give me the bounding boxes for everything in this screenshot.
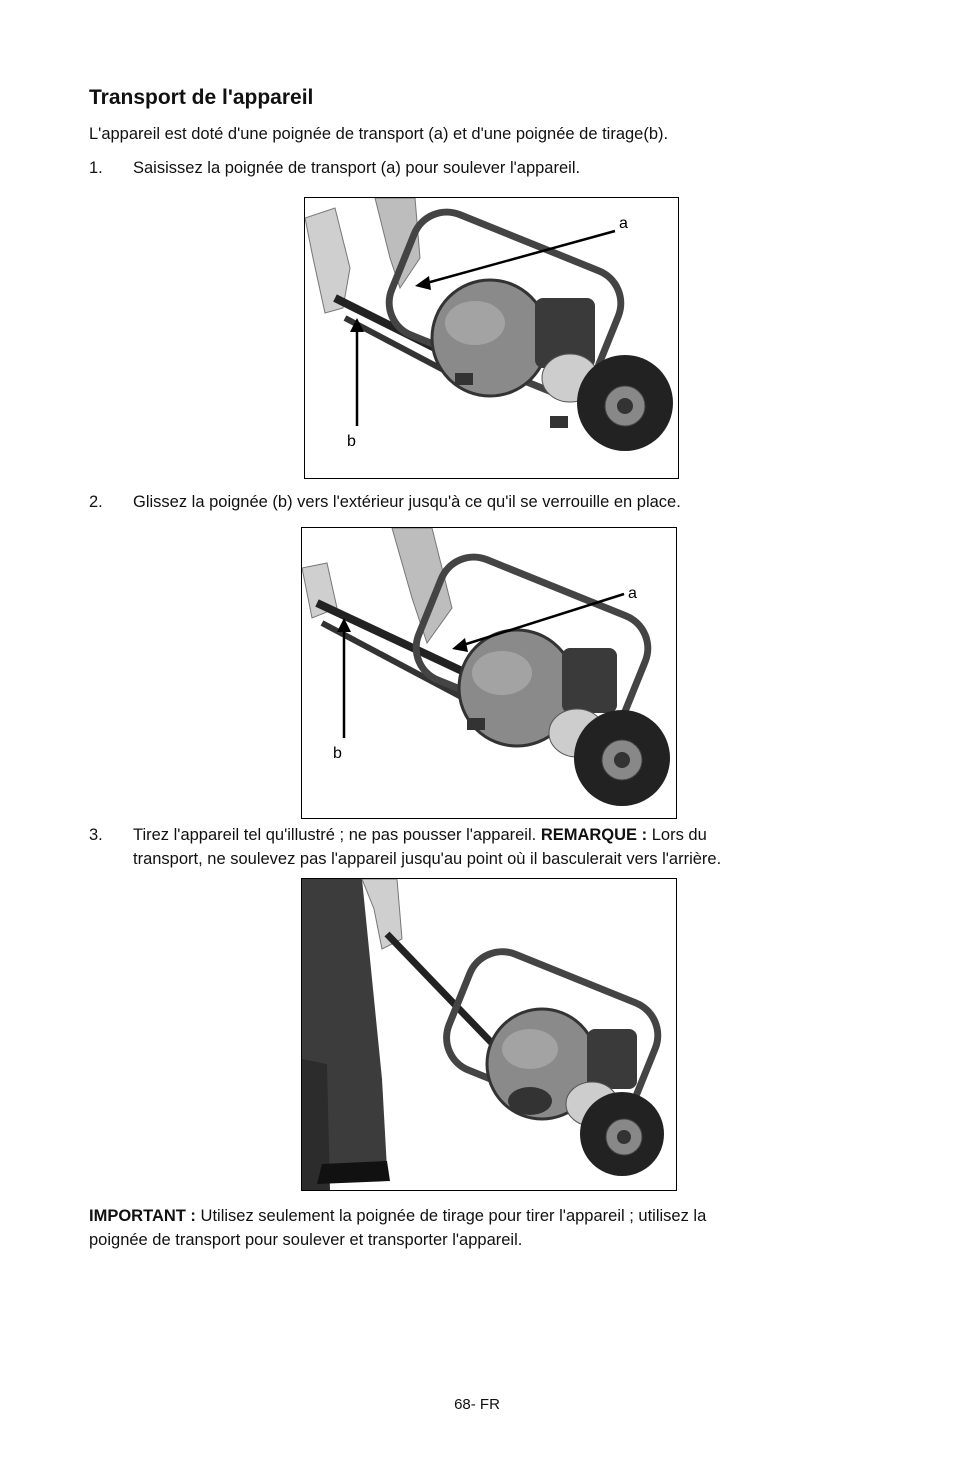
label-a: a <box>628 585 637 602</box>
important-text-line2: poignée de transport pour soulever et transporter l'appareil. <box>89 1231 523 1249</box>
figure-pulling-unit <box>301 878 677 1191</box>
step-1-text: Saisissez la poignée de transport (a) pour soulever l'appareil. <box>133 159 581 177</box>
compressor-illustration-1 <box>305 198 678 478</box>
step-2-number: 2. <box>89 493 103 511</box>
compressor-illustration-3 <box>302 879 676 1190</box>
important-note <box>89 1204 706 1228</box>
page-title: Transport de l'appareil <box>89 86 314 109</box>
step-3-text <box>133 823 707 847</box>
intro-paragraph: L'appareil est doté d'une poignée de transport (a) et d'une poignée de tirage(b). <box>89 125 669 143</box>
step-1-number: 1. <box>89 159 103 177</box>
step-3-text-after: Lors du <box>651 826 707 844</box>
step-3-text-main: Tirez l'appareil tel qu'illustré ; ne pas pousser l'appareil. <box>133 826 537 844</box>
page-number: 68- FR <box>454 1396 500 1413</box>
label-b: b <box>347 433 356 450</box>
step-2-text: Glissez la poignée (b) vers l'extérieur jusqu'à ce qu'il se verrouille en place. <box>133 493 681 511</box>
important-label: IMPORTANT : <box>89 1207 196 1225</box>
label-a: a <box>619 215 628 232</box>
step-3-number: 3. <box>89 826 103 844</box>
note-label: REMARQUE : <box>540 826 648 844</box>
important-text-line1: Utilisez seulement la poignée de tirage pour tirer l'appareil ; utilisez la <box>200 1207 707 1225</box>
step-3-text-line2: transport, ne soulevez pas l'appareil jusqu'au point où il basculerait vers l'arrière. <box>133 850 722 868</box>
figure-carry-handle <box>304 197 679 479</box>
compressor-illustration-2 <box>302 528 676 818</box>
figure-pull-handle-extended <box>301 527 677 819</box>
label-b: b <box>333 745 342 762</box>
